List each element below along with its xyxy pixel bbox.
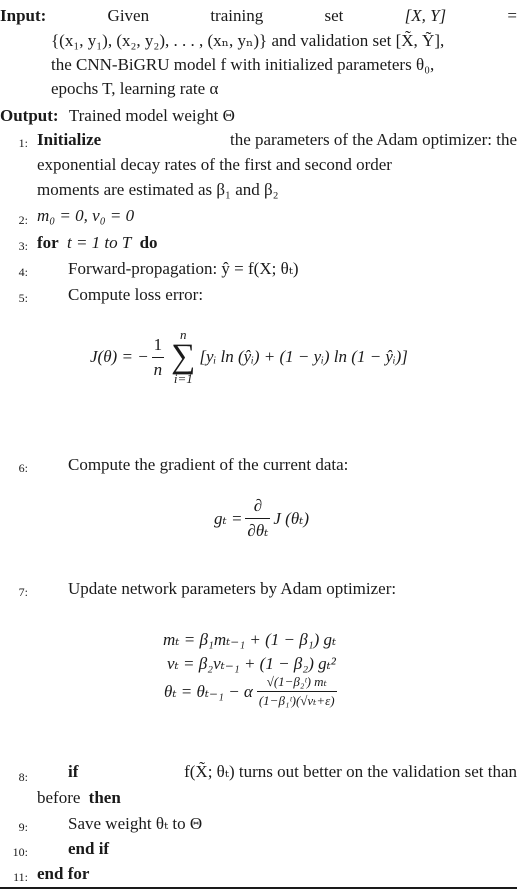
input-line-2	[51, 29, 517, 53]
adam-v-equation: vₜ = β₂vₜ₋₁ + (1 − β₂) gₜ²	[167, 654, 336, 673]
line-number: 3:	[18, 239, 28, 253]
loss-equation	[90, 328, 408, 386]
frac-numerator: √(1−β₂ᵗ) mₜ	[257, 673, 337, 692]
bottom-rule	[0, 887, 517, 889]
grad-fraction	[245, 494, 270, 543]
step-9-text: Save weight θₜ to Θ	[68, 814, 203, 833]
sigma-symbol: ∑	[171, 338, 196, 375]
input-word: set	[324, 6, 344, 25]
step-1-line-3	[37, 178, 279, 202]
step-4-text: Forward-propagation: ŷ = f(X; θₜ)	[68, 259, 299, 278]
frac-numerator: ∂	[245, 494, 270, 519]
input-label: Input:	[0, 6, 47, 25]
step-7-text: Update network parameters by Adam optimizer:	[68, 579, 397, 598]
output-label: Output:	[0, 106, 59, 125]
input-line-3	[51, 53, 517, 77]
step-2-text: m₀ = 0, v₀ = 0	[37, 206, 135, 225]
input-training-set: [X, Y]	[404, 6, 447, 25]
step-text: the parameters of the Adam optimizer: the	[229, 130, 517, 149]
step-1-line-1	[37, 128, 517, 152]
step-10-keyword: end if	[68, 839, 110, 858]
theta-lhs: θₜ = θₜ₋₁ − α	[164, 681, 253, 701]
line-number: 1:	[18, 136, 28, 150]
step-1-line-2	[37, 153, 392, 177]
line-number: 5:	[18, 291, 28, 305]
step-3-line	[37, 231, 158, 255]
keyword-then: then	[88, 788, 121, 807]
step-text: before	[37, 788, 81, 807]
keyword-do: do	[139, 233, 158, 252]
step-11-keyword: end for	[37, 864, 90, 883]
adam-theta-equation	[164, 673, 337, 710]
input-text: epochs T, learning rate α	[51, 79, 219, 98]
input-word: training	[210, 6, 264, 25]
frac-denominator: ∂θₜ	[247, 521, 269, 540]
step-8-line-2	[37, 786, 121, 810]
input-text: the CNN-BiGRU model f with initialized parameters θ₀,	[51, 55, 435, 74]
frac-denominator: (1−β₁ᵗ)(√vₜ+ε)	[258, 693, 335, 708]
step-text: t = 1 to T	[66, 233, 132, 252]
line-number: 8:	[18, 770, 28, 784]
summation	[171, 328, 195, 386]
line-number: 4:	[18, 265, 28, 279]
grad-lhs: gₜ =	[214, 508, 243, 528]
loss-body: [yᵢ ln (ŷᵢ) + (1 − yᵢ) ln (1 − ŷᵢ)]	[199, 347, 408, 366]
keyword-initialize: Initialize	[37, 130, 102, 149]
step-text: exponential decay rates of the first and second order	[37, 155, 392, 174]
line-number: 10:	[12, 845, 28, 859]
line-number: 9:	[18, 820, 28, 834]
loss-lhs: J(θ) = −	[90, 347, 149, 366]
step-6-text: Compute the gradient of the current data:	[68, 455, 349, 474]
line-number: 6:	[18, 461, 28, 475]
input-line-1	[0, 4, 517, 28]
input-line-4	[51, 77, 218, 101]
sum-lower: i=1	[173, 371, 193, 386]
keyword-for: for	[37, 233, 59, 252]
theta-fraction	[257, 673, 337, 710]
output-text: Trained model weight Θ	[68, 106, 235, 125]
sum-upper: n	[180, 327, 187, 342]
loss-fraction	[152, 333, 165, 382]
step-text: moments are estimated as β₁ and β₂	[37, 180, 279, 199]
output-line	[0, 104, 235, 128]
step-8-line-1	[68, 760, 517, 784]
line-number: 2:	[18, 213, 28, 227]
gradient-equation	[214, 494, 309, 543]
step-text: f(X̃; θₜ) turns out better on the validation set than	[184, 762, 517, 781]
line-number: 7:	[18, 585, 28, 599]
input-text: {(x₁, y₁), (x₂, y₂), . . . , (xₙ, yₙ)} and validation set [X̃, Ỹ],	[51, 31, 445, 50]
step-5-text: Compute loss error:	[68, 285, 204, 304]
grad-rhs: J (θₜ)	[273, 508, 310, 528]
frac-denominator: n	[153, 359, 163, 379]
input-equals: =	[507, 6, 517, 25]
line-number: 11:	[13, 870, 28, 884]
keyword-if: if	[68, 762, 79, 781]
input-word: Given	[107, 6, 150, 25]
adam-m-equation: mₜ = β₁mₜ₋₁ + (1 − β₁) gₜ	[163, 630, 337, 649]
frac-numerator: 1	[152, 333, 165, 358]
